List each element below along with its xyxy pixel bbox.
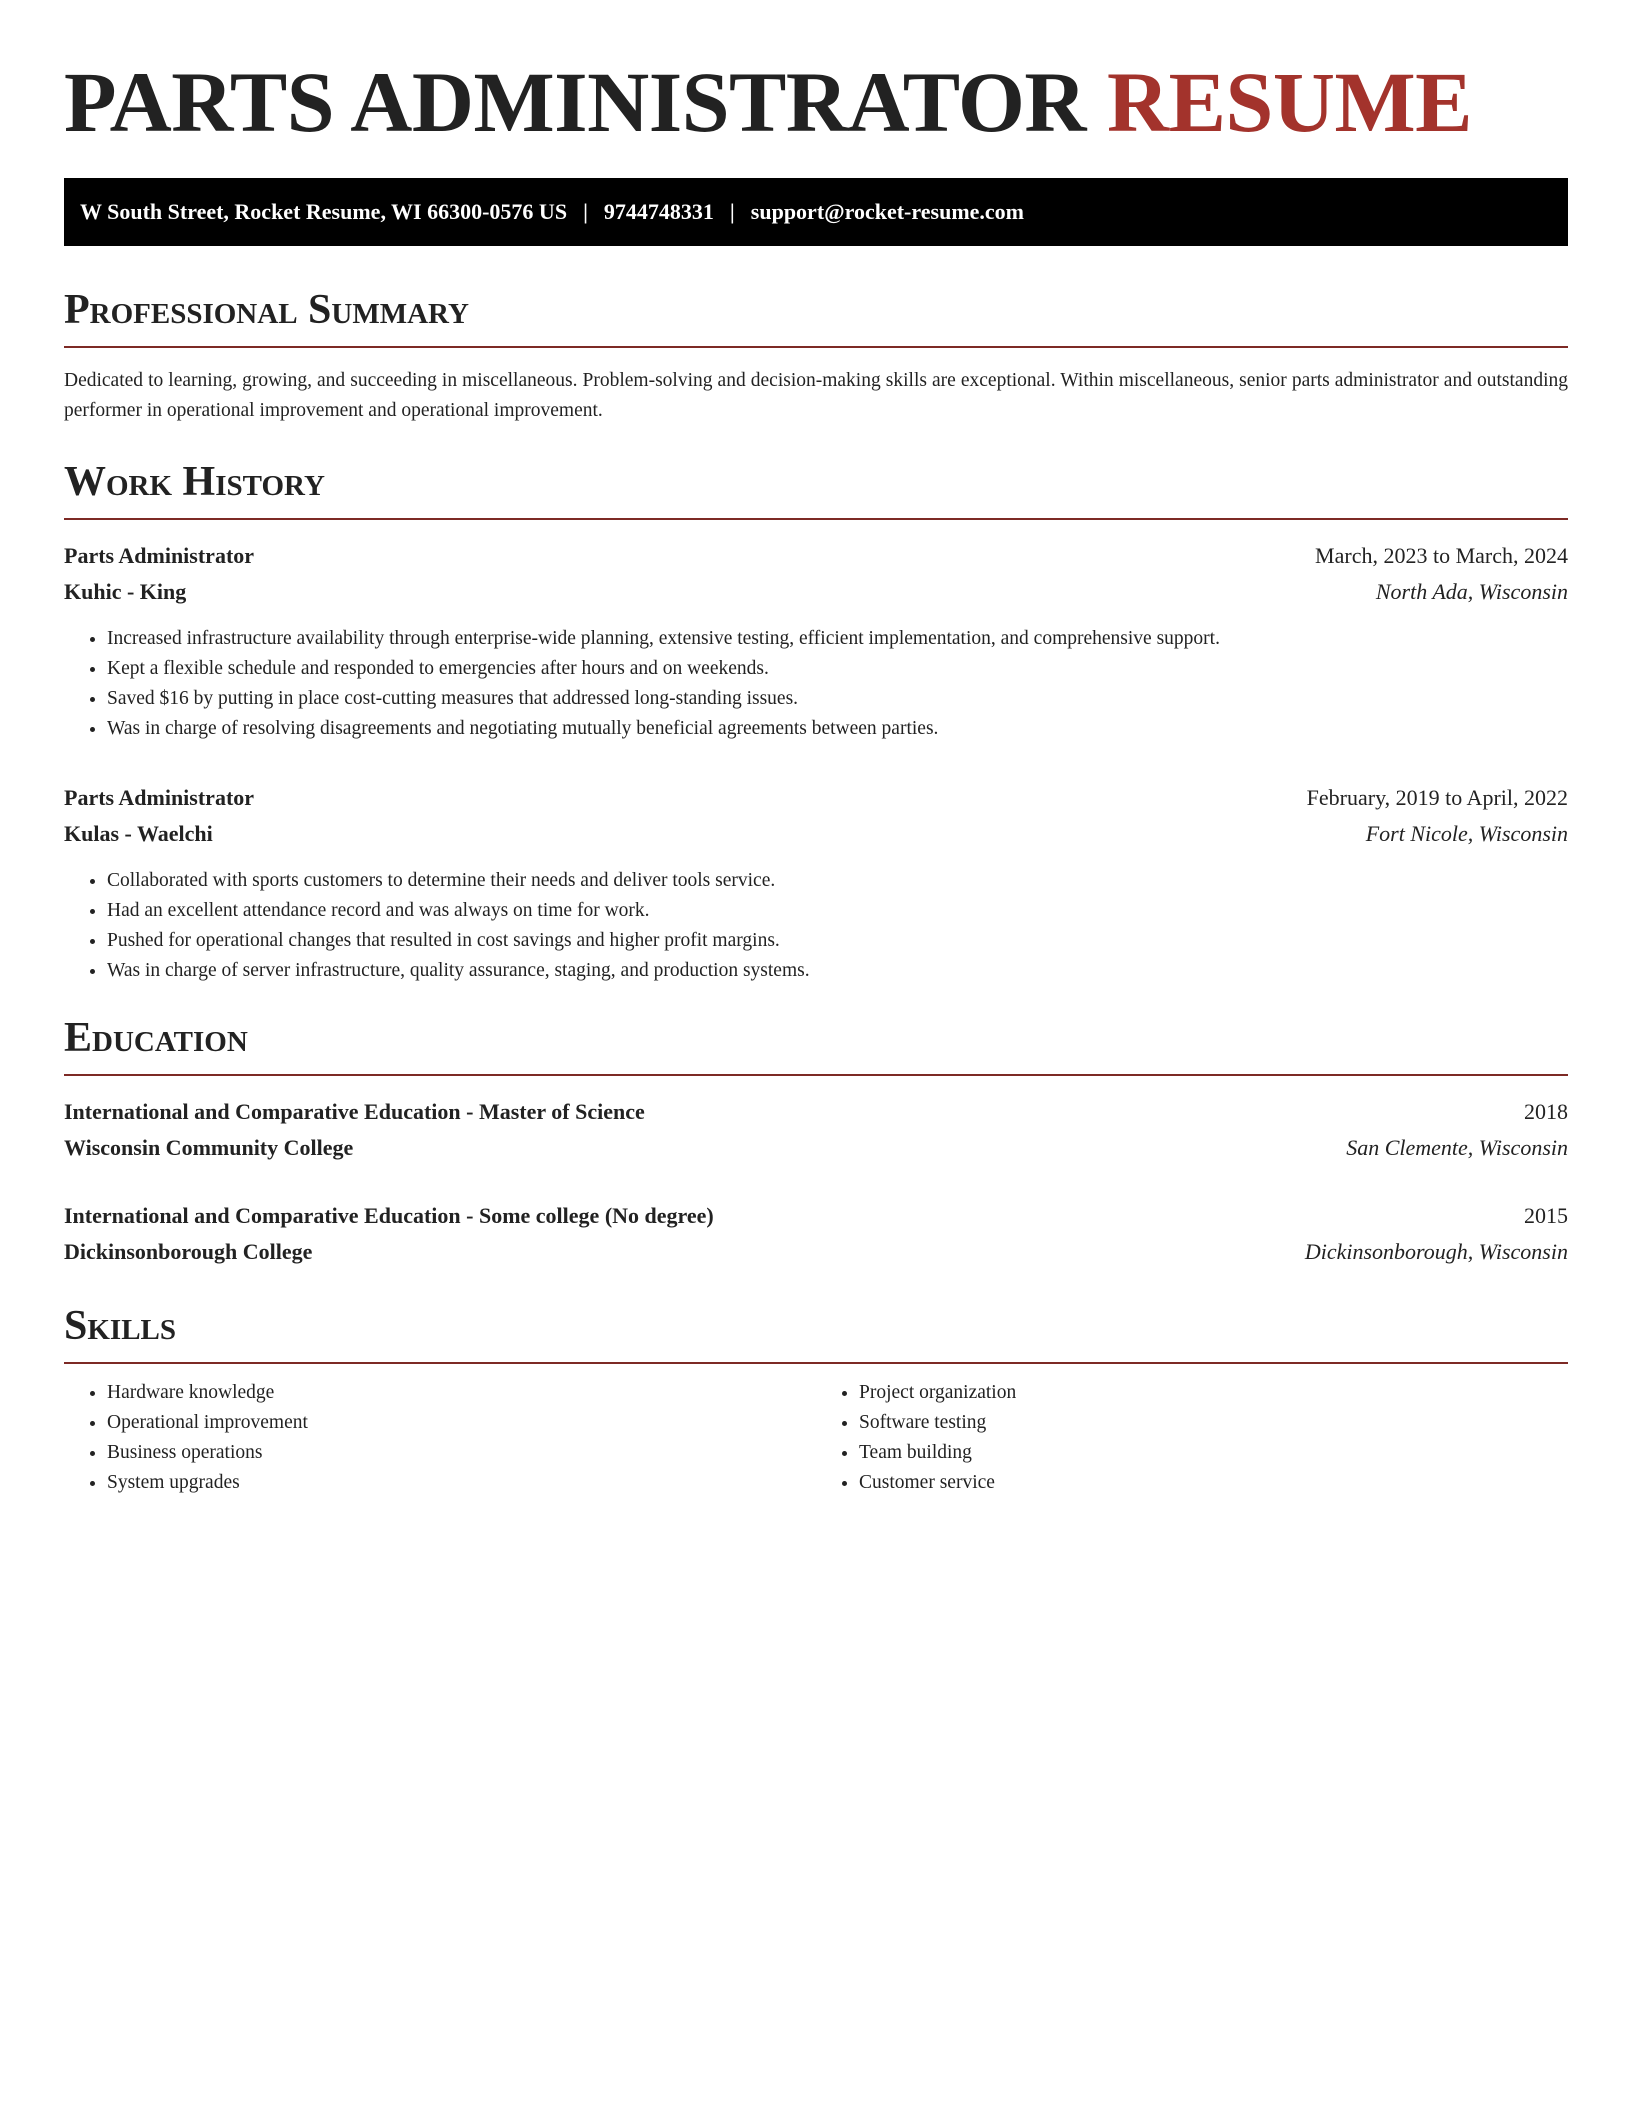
- contact-phone: 9744748331: [603, 199, 714, 224]
- skill-item: • Operational improvement: [107, 1408, 816, 1438]
- skills-section: [64, 1300, 1568, 1498]
- contact-email: support@rocket-resume.com: [750, 199, 1024, 224]
- education-location: San Clemente, Wisconsin: [1346, 1135, 1568, 1160]
- education-entry: [64, 1094, 1568, 1166]
- education-degree-row: [64, 1198, 1568, 1234]
- job-dates: March, 2023 to March, 2024: [1315, 543, 1568, 568]
- skills-heading: Skills: [64, 1300, 1568, 1364]
- job-company: Kulas - Waelchi: [64, 821, 213, 846]
- job-title: Parts Administrator: [64, 543, 255, 568]
- education-school-row: [64, 1234, 1568, 1270]
- job-bullet: • Was in charge of resolving disagreements and negotiating mutually beneficial agreements between parties.: [107, 714, 1568, 744]
- job-bullets: [64, 866, 1568, 986]
- skill-item: • System upgrades: [107, 1468, 816, 1498]
- job-title: Parts Administrator: [64, 785, 255, 810]
- skills-list: [816, 1378, 1568, 1498]
- contact-separator: |: [729, 199, 735, 224]
- contact-address: W South Street, Rocket Resume, WI 66300-0576 US: [80, 199, 568, 224]
- skill-item: • Hardware knowledge: [107, 1378, 816, 1408]
- job-entry: [64, 538, 1568, 744]
- title-main: PARTS ADMINISTRATOR: [64, 54, 1087, 150]
- education-school-row: [64, 1130, 1568, 1166]
- job-title-row: [64, 780, 1568, 816]
- job-company-row: [64, 574, 1568, 610]
- education-school: Wisconsin Community College: [64, 1135, 354, 1160]
- job-company: Kuhic - King: [64, 579, 187, 604]
- job-bullet: • Kept a flexible schedule and responded to emergencies after hours and on weekends.: [107, 654, 1568, 684]
- education-year: 2018: [1524, 1099, 1568, 1124]
- education-degree: International and Comparative Education - Some college (No degree): [64, 1203, 714, 1228]
- skills-grid: [64, 1378, 1568, 1498]
- job-bullet: • Had an excellent attendance record and was always on time for work.: [107, 896, 1568, 926]
- summary-heading: Professional Summary: [64, 284, 1568, 348]
- job-title-row: [64, 538, 1568, 574]
- education-degree: International and Comparative Education - Master of Science: [64, 1099, 645, 1124]
- work-history-heading: Work History: [64, 456, 1568, 520]
- skills-column-left: [64, 1378, 816, 1498]
- summary-text: Dedicated to learning, growing, and succeeding in miscellaneous. Problem-solving and decision-making skills are exceptional. Within miscellaneous, senior parts administrator and outstanding performer in operational improvement and operational improvement.: [64, 370, 1568, 421]
- education-section: [64, 1012, 1568, 1270]
- job-bullet: • Saved $16 by putting in place cost-cutting measures that addressed long-standing issues.: [107, 684, 1568, 714]
- skills-list: [64, 1378, 816, 1498]
- education-heading: Education: [64, 1012, 1568, 1076]
- skill-item: • Software testing: [859, 1408, 1568, 1438]
- education-entry: [64, 1198, 1568, 1270]
- skill-item: • Team building: [859, 1438, 1568, 1468]
- job-bullets: [64, 624, 1568, 744]
- job-entry: [64, 780, 1568, 986]
- job-bullet: • Pushed for operational changes that resulted in cost savings and higher profit margins.: [107, 926, 1568, 956]
- education-location: Dickinsonborough, Wisconsin: [1304, 1239, 1568, 1264]
- skill-item: • Business operations: [107, 1438, 816, 1468]
- job-bullet: • Was in charge of server infrastructure, quality assurance, staging, and production systems.: [107, 956, 1568, 986]
- job-company-row: [64, 816, 1568, 852]
- job-bullet: • Increased infrastructure availability through enterprise-wide planning, extensive testing, efficient implementation, and comprehensive support.: [107, 624, 1568, 654]
- job-dates: February, 2019 to April, 2022: [1306, 785, 1568, 810]
- education-school: Dickinsonborough College: [64, 1239, 313, 1264]
- skills-column-right: [816, 1378, 1568, 1498]
- work-history-section: [64, 456, 1568, 986]
- title-accent: RESUME: [1107, 54, 1472, 150]
- contact-separator: |: [583, 199, 588, 224]
- contact-bar: [64, 178, 1568, 246]
- skill-item: • Project organization: [859, 1378, 1568, 1408]
- job-location: North Ada, Wisconsin: [1375, 579, 1568, 604]
- job-location: Fort Nicole, Wisconsin: [1365, 821, 1568, 846]
- summary-section: [64, 284, 1568, 426]
- job-bullet: • Collaborated with sports customers to determine their needs and deliver tools service.: [107, 866, 1568, 896]
- education-degree-row: [64, 1094, 1568, 1130]
- education-year: 2015: [1524, 1203, 1568, 1228]
- skill-item: • Customer service: [859, 1468, 1568, 1498]
- resume-title: [64, 52, 1568, 152]
